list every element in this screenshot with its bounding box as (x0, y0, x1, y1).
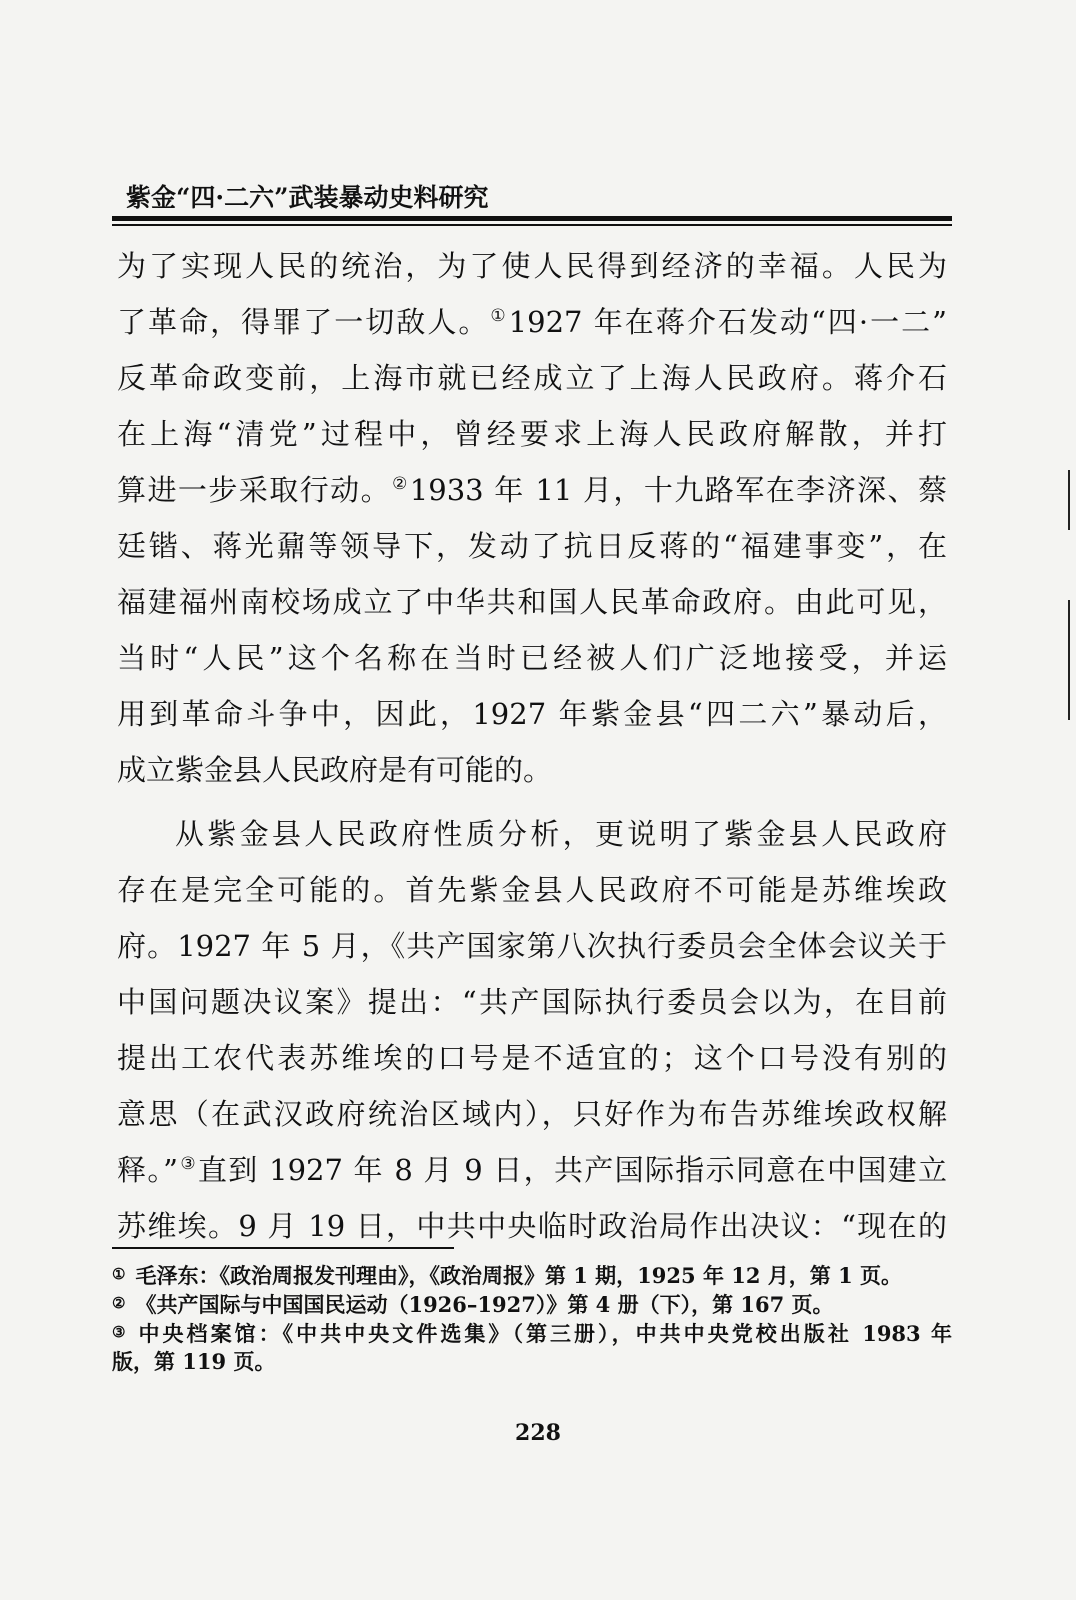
footnote-number: ② (112, 1294, 126, 1312)
footnote-text: 中央档案馆：《中共中央文件选集》（第三册），中共中央党校出版社 1983 年 (138, 1321, 952, 1346)
text-line: 苏维埃。9 月 19 日，中共中央临时政治局作出决议：“现在的 (117, 1209, 947, 1243)
body-text (117, 238, 947, 1254)
footnote-2 (112, 1289, 952, 1318)
footnote-number: ① (112, 1265, 126, 1283)
footnote-text: 毛泽东：《政治周报发刊理由》，《政治周报》第 1 期，1925 年 12 月，第 1 页。 (135, 1263, 903, 1288)
text-line: 反革命政变前，上海市就已经成立了上海人民政府。蒋介石 (117, 361, 947, 395)
header-rule-thick (112, 216, 952, 221)
scan-edge-mark (1068, 600, 1070, 720)
footnote-1 (112, 1260, 952, 1289)
text-line: 了革命，得罪了一切敌人。①1927 年在蒋介石发动“四·一二” (117, 305, 947, 339)
footnote-number: ③ (112, 1323, 129, 1341)
text-line: 为了实现人民的统治，为了使人民得到经济的幸福。人民为 (117, 249, 947, 283)
footnote-3 (112, 1318, 952, 1347)
text-line: 意思（在武汉政府统治区域内），只好作为布告苏维埃政权解 (117, 1097, 947, 1131)
footnote-ref-3[interactable]: ③ (179, 1154, 197, 1174)
text-line: 在上海“清党”过程中，曾经要求上海人民政府解散，并打 (117, 417, 947, 451)
page-number: 228 (515, 1420, 561, 1446)
footnote-3-continued (112, 1347, 952, 1376)
scan-edge-mark (1068, 470, 1070, 530)
text-line: 存在是完全可能的。首先紫金县人民政府不可能是苏维埃政 (117, 873, 947, 907)
footnote-ref-2[interactable]: ② (392, 474, 409, 494)
footnote-rule (112, 1247, 454, 1249)
text-line: 算进一步采取行动。②1933 年 11 月，十九路军在李济深、蔡 (117, 473, 947, 507)
header-rule-thin (112, 224, 952, 226)
running-header: 紫金“四·二六”武装暴动史料研究 (126, 183, 489, 212)
footnotes (112, 1260, 952, 1376)
paragraph-1 (117, 238, 947, 798)
text-line: 中国问题决议案》提出：“共产国际执行委员会以为，在目前 (117, 985, 947, 1019)
footnote-text: 《共产国际与中国国民运动（1926–1927）》第 4 册（下），第 167 页。 (135, 1292, 834, 1317)
text-line: 福建福州南校场成立了中华共和国人民革命政府。由此可见， (117, 585, 947, 619)
text-line: 当时“人民”这个名称在当时已经被人们广泛地接受，并运 (117, 641, 947, 675)
footnote-ref-1[interactable]: ① (490, 306, 508, 326)
text-line: 用到革命斗争中，因此，1927 年紫金县“四二六”暴动后， (117, 697, 947, 731)
text-line: 提出工农代表苏维埃的口号是不适宜的；这个口号没有别的 (117, 1041, 947, 1075)
text-line: 释。”③直到 1927 年 8 月 9 日，共产国际指示同意在中国建立 (117, 1153, 947, 1187)
text-line: 府。1927 年 5 月，《共产国家第八次执行委员会全体会议关于 (117, 929, 947, 963)
text-line: 从紫金县人民政府性质分析，更说明了紫金县人民政府 (175, 817, 947, 851)
footnote-text: 版，第 119 页。 (112, 1349, 276, 1374)
text-line: 廷锴、蒋光鼐等领导下，发动了抗日反蒋的“福建事变”，在 (117, 529, 947, 563)
text-line: 成立紫金县人民政府是有可能的。 (117, 753, 553, 787)
paragraph-2 (117, 806, 947, 1254)
